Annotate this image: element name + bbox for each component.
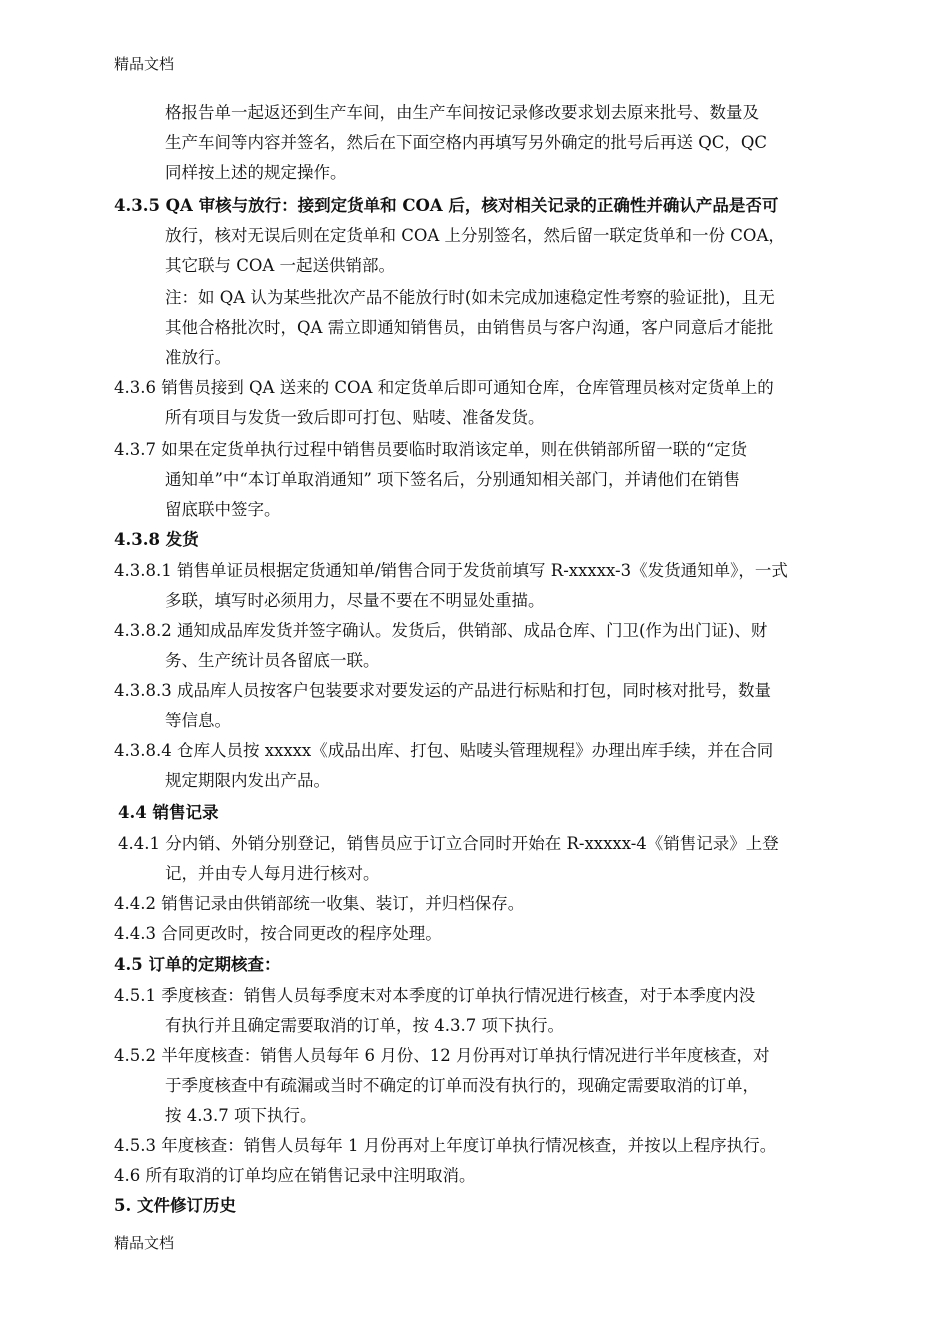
heading-4-3-8: 4.3.8 发货 (114, 530, 199, 549)
section-4-3-8-2: 4.3.8.2 通知成品库发货并签字确认。发货后，供销部、成品仓库、门卫(作为出门证)、财 (114, 621, 768, 640)
paragraph-line: 所有项目与发货一致后即可打包、贴唛、准备发货。 (165, 408, 545, 427)
paragraph-line: 多联，填写时必须用力，尽量不要在不明显处重描。 (165, 591, 545, 610)
section-4-3-8-1: 4.3.8.1 销售单证员根据定货通知单/销售合同于发货前填写 R-xxxxx-3《发货通知单》，一式 (114, 561, 788, 580)
section-4-4-2: 4.4.2 销售记录由供销部统一收集、装订，并归档保存。 (114, 894, 525, 913)
paragraph-line: 有执行并且确定需要取消的订单，按 4.3.7 项下执行。 (165, 1016, 564, 1035)
page-header: 精品文档 (114, 55, 175, 73)
paragraph-line: 其它联与 COA 一起送供销部。 (165, 256, 396, 275)
paragraph-line: 生产车间等内容并签名，然后在下面空格内再填写另外确定的批号后再送 QC，QC (165, 133, 768, 152)
paragraph-line: 于季度核查中有疏漏或当时不确定的订单而没有执行的，现确定需要取消的订单， (165, 1076, 759, 1095)
section-4-3-8-3: 4.3.8.3 成品库人员按客户包装要求对要发运的产品进行标贴和打包，同时核对批号，数量 (114, 681, 771, 700)
paragraph-line: 通知单”中“本订单取消通知” 项下签名后，分别通知相关部门，并请他们在销售 (165, 470, 741, 489)
heading-4-5: 4.5 订单的定期核查： (114, 955, 281, 974)
note-line: 注：如 QA 认为某些批次产品不能放行时(如未完成加速稳定性考察的验证批)，且无 (165, 288, 775, 307)
paragraph-line: 按 4.3.7 项下执行。 (165, 1106, 317, 1125)
paragraph-line: 规定期限内发出产品。 (165, 771, 330, 790)
paragraph-line: 格报告单一起返还到生产车间，由生产车间按记录修改要求划去原来批号、数量及 (165, 103, 759, 122)
paragraph-line: 等信息。 (165, 711, 231, 730)
section-4-5-2: 4.5.2 半年度核查：销售人员每年 6 月份、12 月份再对订单执行情况进行半年度核查，对 (114, 1046, 770, 1065)
section-4-6: 4.6 所有取消的订单均应在销售记录中注明取消。 (114, 1166, 476, 1185)
section-4-3-5: 4.3.5 QA 审核与放行：接到定货单和 COA 后，核对相关记录的正确性并确认产品是否可 (114, 196, 779, 215)
section-4-3-8-4: 4.3.8.4 仓库人员按 xxxxx《成品出库、打包、贴唛头管理规程》办理出库手续，并在合同 (114, 741, 774, 760)
note-line: 其他合格批次时，QA 需立即通知销售员，由销售员与客户沟通，客户同意后才能批 (165, 318, 774, 337)
section-4-5-1: 4.5.1 季度核查：销售人员每季度末对本季度的订单执行情况进行核查，对于本季度内没 (114, 986, 756, 1005)
section-4-3-6: 4.3.6 销售员接到 QA 送来的 COA 和定货单后即可通知仓库，仓库管理员核对定货单上的 (114, 378, 774, 397)
section-4-3-7: 4.3.7 如果在定货单执行过程中销售员要临时取消该定单，则在供销部所留一联的“定货 (114, 440, 748, 459)
section-4-5-3: 4.5.3 年度核查：销售人员每年 1 月份再对上年度订单执行情况核查，并按以上程序执行。 (114, 1136, 777, 1155)
paragraph-line: 务、生产统计员各留底一联。 (165, 651, 380, 670)
section-4-4-1: 4.4.1 分内销、外销分别登记，销售员应于订立合同时开始在 R-xxxxx-4《销售记录》上登 (118, 834, 779, 853)
paragraph-line: 记，并由专人每月进行核对。 (165, 864, 380, 883)
paragraph-line: 放行，核对无误后则在定货单和 COA 上分别签名，然后留一联定货单和一份 COA， (165, 226, 785, 245)
note-line: 准放行。 (165, 348, 231, 367)
paragraph-line: 同样按上述的规定操作。 (165, 163, 347, 182)
heading-5: 5. 文件修订历史 (114, 1196, 236, 1215)
section-4-4-3: 4.4.3 合同更改时，按合同更改的程序处理。 (114, 924, 442, 943)
paragraph-line: 留底联中签字。 (165, 500, 281, 519)
page-footer: 精品文档 (114, 1234, 175, 1252)
heading-4-4: 4.4 销售记录 (118, 803, 219, 822)
